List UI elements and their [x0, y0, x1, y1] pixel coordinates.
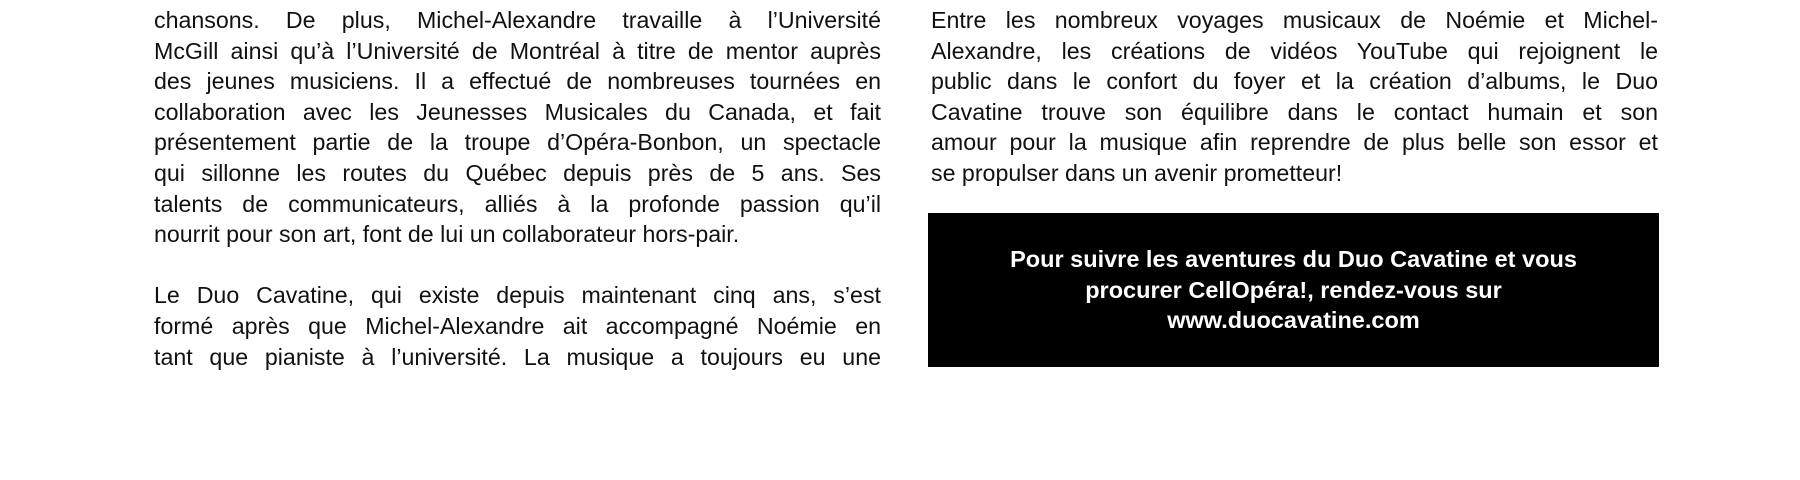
callout-line: procurer CellOpéra!, rendez-vous sur: [1085, 276, 1502, 303]
callout-text: [1010, 244, 1577, 336]
left-column: [154, 5, 881, 372]
paragraph-voyages: [931, 5, 1658, 189]
paragraph-duo-cavatine: [154, 280, 881, 372]
text-line: Le Duo Cavatine, qui existe depuis maintenant cinq ans, s’est: [154, 282, 881, 309]
text-line: Cavatine trouve son équilibre dans le contact humain et son: [931, 98, 1658, 125]
text-line: McGill ainsi qu’à l’Université de Montréal à titre de mentor auprès: [154, 37, 881, 64]
text-line: tant que pianiste à l’université. La musique a toujours eu une: [154, 343, 881, 370]
text-line: Entre les nombreux voyages musicaux de Noémie et Michel-: [931, 7, 1658, 33]
text-line: talents de communicateurs, alliés à la profonde passion qu’il: [154, 190, 881, 217]
text-line: collaboration avec les Jeunesses Musicales du Canada, et fait: [154, 98, 881, 125]
text-line: qui sillonne les routes du Québec depuis près de 5 ans. Ses: [154, 159, 881, 186]
text-line: Alexandre, les créations de vidéos YouTube qui rejoignent le: [931, 37, 1658, 64]
text-line: nourrit pour son art, font de lui un collaborateur hors-pair.: [154, 221, 740, 248]
paragraph-gap: [154, 250, 881, 281]
callout-website: www.duocavatine.com: [1167, 307, 1420, 334]
text-line: amour pour la musique afin reprendre de plus belle son essor et: [931, 129, 1658, 156]
text-line: chansons. De plus, Michel-Alexandre travaille à l’Université: [154, 7, 881, 33]
text-line: des jeunes musiciens. Il a effectué de nombreuses tournées en: [154, 68, 881, 95]
callout-box: [928, 213, 1659, 367]
text-line: public dans le confort du foyer et la création d’albums, le Duo: [931, 68, 1658, 95]
paragraph-michel-alexandre: [154, 5, 881, 250]
callout-line: Pour suivre les aventures du Duo Cavatine et vous: [1010, 246, 1577, 273]
right-column: [931, 5, 1658, 189]
text-line: présentement partie de la troupe d’Opéra-Bonbon, un spectacle: [154, 129, 881, 156]
text-line: formé après que Michel-Alexandre ait accompagné Noémie en: [154, 312, 881, 339]
text-line: se propulser dans un avenir prometteur!: [931, 159, 1343, 186]
